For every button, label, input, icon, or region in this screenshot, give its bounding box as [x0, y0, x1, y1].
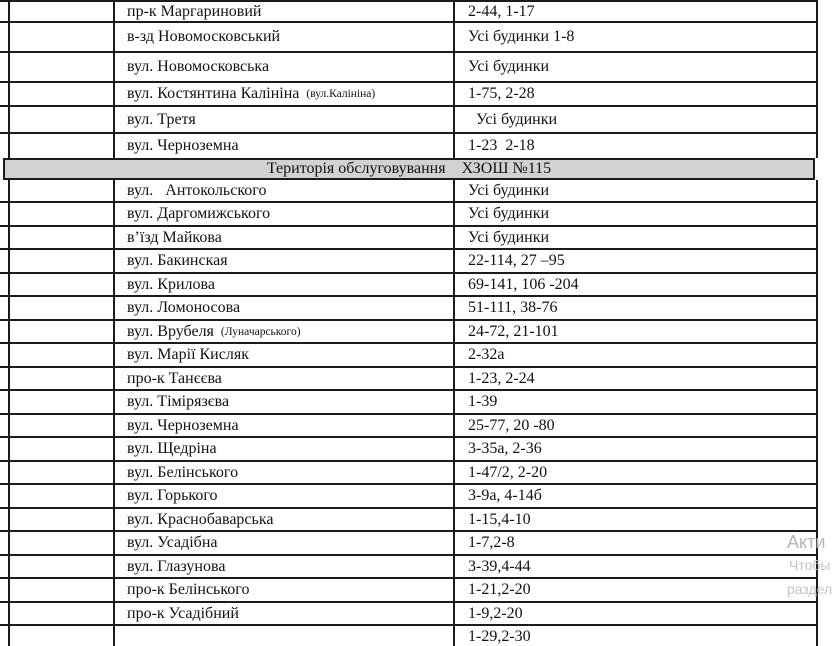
street-cell — [115, 579, 455, 601]
numbers-cell — [455, 227, 818, 248]
row-id-cell — [10, 603, 115, 624]
street-cell — [115, 134, 455, 158]
table-row — [0, 23, 818, 53]
row-id-cell — [10, 391, 115, 413]
table-row — [0, 180, 818, 203]
table-row — [0, 579, 818, 603]
row-id-cell — [10, 509, 115, 530]
numbers-cell — [455, 368, 818, 389]
numbers-cell — [455, 2, 818, 21]
numbers-cell — [455, 344, 818, 366]
row-gutter-cell — [0, 415, 10, 436]
row-id-cell — [10, 274, 115, 295]
table-row — [0, 368, 818, 391]
street-name: про-к Танєєва — [127, 369, 222, 387]
row-gutter-cell — [0, 23, 10, 51]
row-gutter-cell — [0, 626, 10, 646]
numbers-cell — [455, 274, 818, 295]
numbers-cell — [455, 23, 818, 51]
street-name: вул. Ломоносова — [127, 299, 241, 316]
section-header — [3, 158, 815, 180]
street-cell — [115, 297, 455, 319]
house-numbers: 3-9а, 4-14б — [468, 487, 542, 504]
numbers-cell — [455, 53, 818, 81]
street-name: вул. Горького — [127, 487, 218, 504]
street-name: вул. Бакинская — [127, 252, 228, 269]
house-numbers: 1-9,2-20 — [468, 604, 523, 622]
table-row — [0, 603, 818, 626]
street-name: вул. Краснобаварська — [127, 510, 274, 528]
numbers-cell — [455, 250, 818, 272]
table-row — [0, 344, 818, 368]
numbers-cell — [455, 203, 818, 225]
street-cell — [115, 462, 455, 483]
row-gutter-cell — [0, 321, 10, 342]
street-former-name-note: (вул.Калініна) — [306, 88, 376, 100]
table-row — [0, 83, 818, 107]
row-id-cell — [10, 579, 115, 601]
row-gutter-cell — [0, 344, 10, 366]
row-id-cell — [10, 462, 115, 483]
numbers-cell — [455, 415, 818, 436]
street-cell — [115, 391, 455, 413]
numbers-cell — [455, 532, 818, 554]
street-cell — [115, 203, 455, 225]
house-numbers: 69-141, 106 -204 — [468, 275, 579, 293]
row-id-cell — [10, 368, 115, 389]
street-cell — [115, 509, 455, 530]
street-name: вул. Врубеля — [127, 322, 214, 340]
table-row — [0, 485, 818, 509]
house-numbers: 1-23, 2-24 — [468, 369, 535, 387]
row-gutter-cell — [0, 227, 10, 248]
row-id-cell — [10, 250, 115, 272]
row-id-cell — [10, 297, 115, 319]
street-cell — [115, 344, 455, 366]
row-id-cell — [10, 23, 115, 51]
row-id-cell — [10, 485, 115, 507]
street-name: вул. Черноземна — [127, 137, 239, 154]
table-row — [0, 509, 818, 532]
row-gutter-cell — [0, 485, 10, 507]
row-gutter-cell — [0, 556, 10, 577]
row-id-cell — [10, 415, 115, 436]
row-id-cell — [10, 53, 115, 81]
street-name: вул. Черноземна — [127, 416, 239, 434]
row-id-cell — [10, 344, 115, 366]
house-numbers: 22-114, 27 –95 — [468, 252, 565, 269]
row-id-cell — [10, 83, 115, 105]
house-numbers: Усі будинки 1-8 — [468, 28, 575, 45]
table-section-lower — [0, 180, 818, 626]
row-gutter-cell — [0, 509, 10, 530]
row-gutter-cell — [0, 274, 10, 295]
street-name: вул. Крилова — [127, 275, 215, 293]
street-cell — [115, 485, 455, 507]
street-cell — [115, 180, 455, 201]
row-gutter-cell — [0, 438, 10, 460]
street-cell — [115, 83, 455, 105]
street-cell — [115, 2, 455, 21]
numbers-cell — [455, 509, 818, 530]
numbers-cell — [455, 438, 818, 460]
row-gutter-cell — [0, 391, 10, 413]
street-name: вул. Глазунова — [127, 557, 226, 575]
row-id-cell — [10, 203, 115, 225]
street-name: вул. Антокольского — [127, 181, 267, 199]
row-gutter-cell — [0, 134, 10, 158]
house-numbers: 1-39 — [468, 393, 498, 410]
street-cell — [115, 603, 455, 624]
row-gutter-cell — [0, 532, 10, 554]
activation-watermark-line1: Акти — [787, 532, 826, 552]
street-name: вул. Усадібна — [127, 534, 218, 551]
row-gutter-cell — [0, 53, 10, 81]
table-row — [0, 391, 818, 415]
row-id-cell — [10, 532, 115, 554]
row-id-cell — [10, 321, 115, 342]
table-row — [0, 203, 818, 227]
row-id-cell — [10, 626, 115, 646]
row-gutter-cell — [0, 2, 10, 21]
row-id-cell — [10, 107, 115, 132]
street-name: вул. Белінського — [127, 463, 239, 481]
street-name: в-зд Новомосковський — [127, 28, 281, 45]
street-cell — [115, 626, 455, 646]
activation-watermark-line3: раздел — [787, 581, 833, 597]
street-name: про-к Усадібний — [127, 604, 239, 622]
row-id-cell — [10, 556, 115, 577]
table-row — [0, 297, 818, 321]
row-gutter-cell — [0, 462, 10, 483]
numbers-text-fragment: 1-29,2-30 — [468, 628, 531, 645]
house-numbers: 3-39,4-44 — [468, 557, 531, 575]
activation-watermark-line2: Чтобы — [789, 557, 831, 573]
table-row — [0, 415, 818, 438]
street-name: пр-к Маргариновий — [127, 2, 262, 20]
street-cell — [115, 53, 455, 81]
table-row — [0, 532, 818, 556]
table-row — [0, 556, 818, 579]
row-gutter-cell — [0, 579, 10, 601]
street-cell — [115, 250, 455, 272]
street-cell — [115, 532, 455, 554]
house-numbers: 25-77, 20 -80 — [468, 416, 555, 434]
numbers-cell — [455, 297, 818, 319]
row-gutter-cell — [0, 603, 10, 624]
street-cell — [115, 227, 455, 248]
street-name: вул. Тімірязєва — [127, 393, 230, 410]
house-numbers: 2-32а — [468, 346, 505, 363]
table-row — [0, 462, 818, 485]
house-numbers: Усі будинки — [468, 228, 550, 246]
house-numbers: 1-7,2-8 — [468, 534, 515, 551]
street-cell — [115, 556, 455, 577]
house-numbers: 1-15,4-10 — [468, 510, 531, 528]
street-name: в’їзд Майкова — [127, 228, 222, 246]
street-name: вул. Новомосковська — [127, 58, 270, 75]
row-gutter-cell — [0, 297, 10, 319]
numbers-cell — [455, 180, 818, 201]
row-gutter-cell — [0, 368, 10, 389]
street-cell — [115, 438, 455, 460]
numbers-cell — [455, 83, 818, 105]
house-numbers: 51-111, 38-76 — [468, 299, 558, 316]
house-numbers: 1-21,2-20 — [468, 581, 531, 598]
numbers-cell — [455, 579, 818, 601]
street-name: вул. Третя — [127, 110, 196, 128]
numbers-cell — [455, 556, 818, 577]
house-numbers: 1-47/2, 2-20 — [468, 463, 548, 481]
row-gutter-cell — [0, 83, 10, 105]
house-numbers: Усі будинки — [468, 110, 558, 128]
table-row — [0, 626, 818, 646]
house-numbers: Усі будинки — [468, 181, 550, 199]
house-numbers: Усі будинки — [468, 58, 550, 75]
house-numbers: 2-44, 1-17 — [468, 2, 535, 20]
row-id-cell — [10, 2, 115, 21]
street-name: вул. Даргомижського — [127, 205, 271, 222]
numbers-cell — [455, 485, 818, 507]
row-gutter-cell — [0, 203, 10, 225]
street-name: вул. Марії Кисляк — [127, 346, 249, 363]
street-cell — [115, 23, 455, 51]
row-gutter-cell — [0, 180, 10, 201]
table-row — [0, 438, 818, 462]
numbers-cell — [455, 321, 818, 342]
street-name: про-к Белінського — [127, 581, 250, 598]
street-cell — [115, 321, 455, 342]
house-numbers: 1-23 2-18 — [468, 137, 535, 154]
row-gutter-cell — [0, 250, 10, 272]
table-row — [0, 250, 818, 274]
numbers-cell — [455, 603, 818, 624]
numbers-cell — [455, 391, 818, 413]
street-name: вул. Костянтина Калініна — [127, 85, 300, 102]
street-cell — [115, 368, 455, 389]
numbers-cell — [455, 626, 818, 646]
row-id-cell — [10, 134, 115, 158]
table-row — [0, 2, 818, 23]
row-id-cell — [10, 227, 115, 248]
table-row — [0, 274, 818, 297]
house-numbers: Усі будинки — [468, 205, 550, 222]
street-former-name-note: (Луначарського) — [220, 325, 301, 338]
house-numbers: 24-72, 21-101 — [468, 322, 559, 340]
table-row — [0, 321, 818, 344]
row-id-cell — [10, 438, 115, 460]
numbers-cell — [455, 107, 818, 132]
house-numbers: 1-75, 2-28 — [468, 85, 535, 102]
section-header-title: Територія обслуговування ХЗОШ №115 — [266, 160, 552, 177]
table-row — [0, 53, 818, 83]
table-section-upper — [0, 0, 818, 158]
house-numbers: 3-35а, 2-36 — [468, 440, 542, 457]
table-row — [0, 107, 818, 134]
street-cell — [115, 274, 455, 295]
street-cell — [115, 107, 455, 132]
row-id-cell — [10, 180, 115, 201]
table-row-clipped — [0, 626, 818, 645]
numbers-cell — [455, 462, 818, 483]
numbers-cell — [455, 134, 818, 158]
street-cell — [115, 415, 455, 436]
street-name: вул. Щедріна — [127, 440, 217, 457]
row-gutter-cell — [0, 107, 10, 132]
table-row — [0, 134, 818, 158]
table-row — [0, 227, 818, 250]
